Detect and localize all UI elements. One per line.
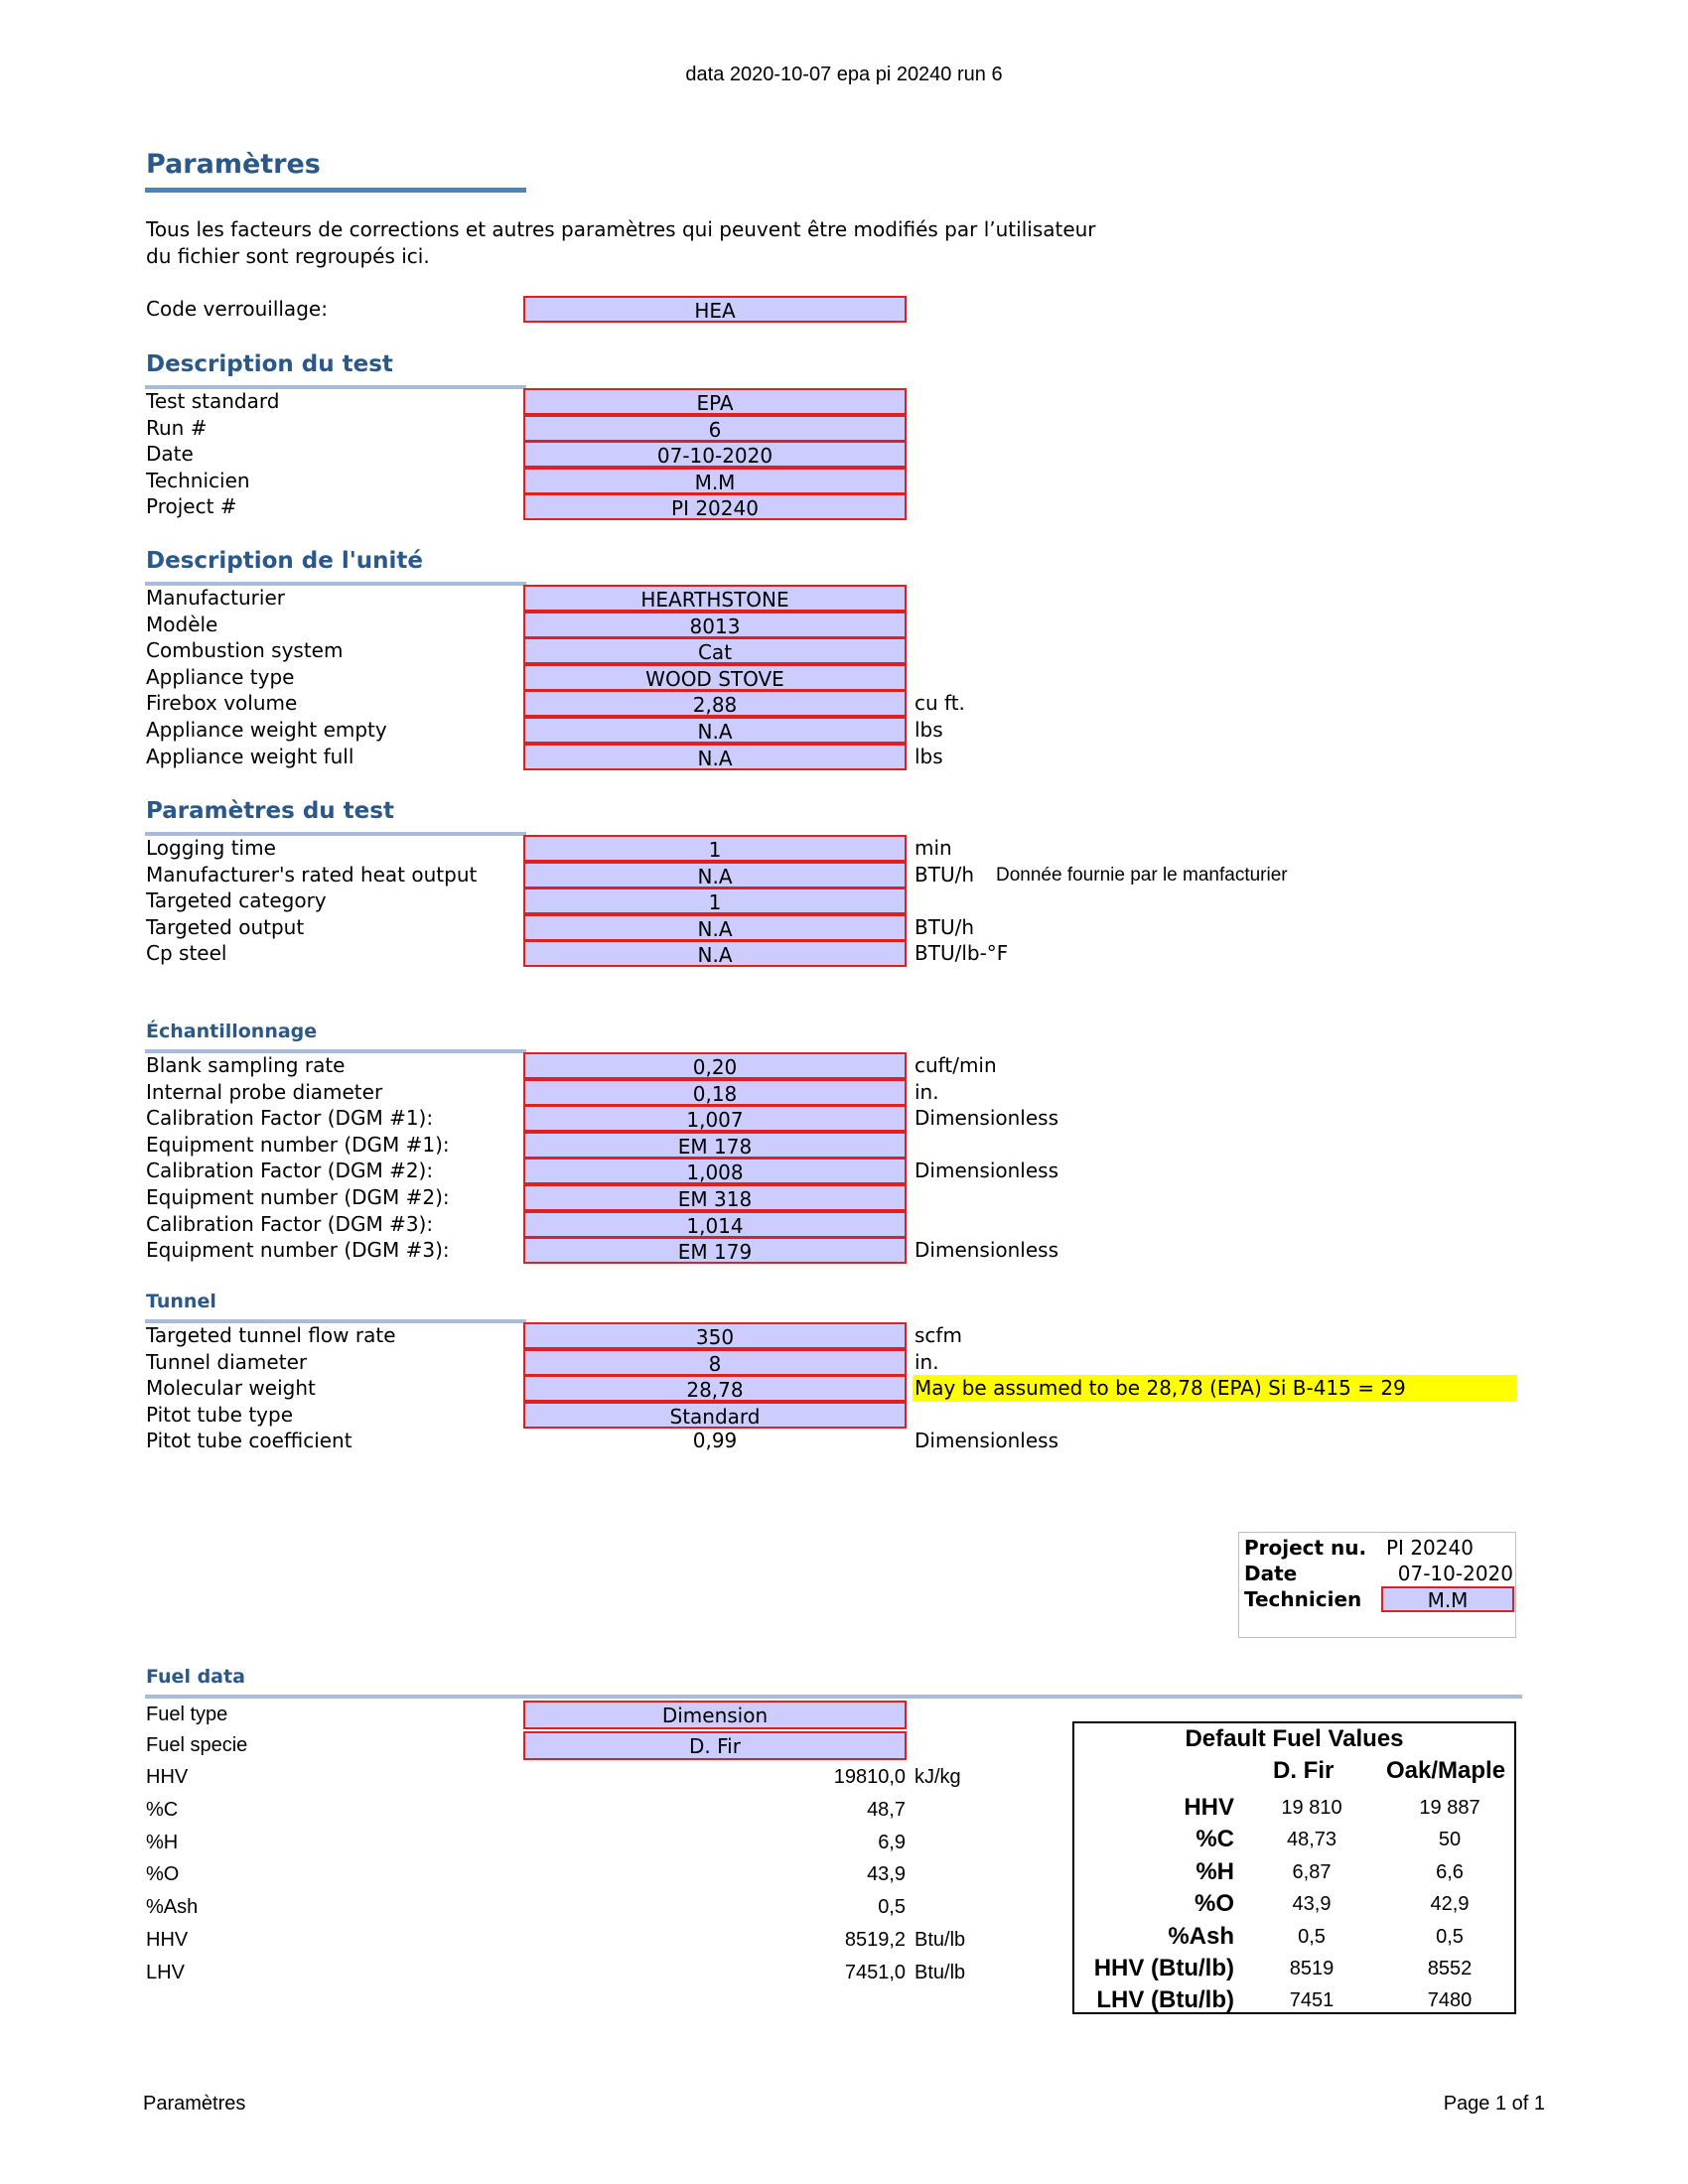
parameter-unit: in.: [914, 1079, 939, 1104]
section-title-sampling: Échantillonnage: [146, 1021, 318, 1042]
parameter-label: Targeted tunnel flow rate: [146, 1323, 396, 1347]
default-fuel-label: HHV (Btu/lb): [1093, 1955, 1234, 1981]
fuel-value: 0,5: [878, 1896, 906, 1919]
parameter-unit: BTU/lb-°F: [914, 941, 1009, 966]
default-fuel-oak-maple-value: 42,9: [1430, 1893, 1470, 1916]
default-fuel-dfir-value: 6,87: [1292, 1860, 1332, 1883]
parameter-value-field[interactable]: Standard: [523, 1402, 907, 1429]
fuel-value-label: %C: [146, 1798, 179, 1821]
parameter-row: [0, 612, 1688, 638]
parameter-value-field[interactable]: N.A: [523, 862, 907, 888]
parameter-label: Combustion system: [146, 638, 344, 663]
default-fuel-row: [1074, 1856, 1514, 1888]
default-fuel-label: %C: [1196, 1826, 1234, 1853]
default-fuel-row: [1074, 1792, 1514, 1824]
fuel-specie-label: Fuel specie: [146, 1734, 248, 1756]
parameter-value-field[interactable]: N.A: [523, 717, 907, 744]
parameter-note: Donnée fournie par le manfacturier: [996, 864, 1288, 886]
parameter-row: [0, 664, 1688, 691]
parameter-value-field[interactable]: 1,014: [523, 1211, 907, 1238]
project-date-row: [1239, 1561, 1517, 1586]
fuel-value: 8519,2: [844, 1929, 906, 1951]
parameter-value-field[interactable]: N.A: [523, 744, 907, 770]
default-fuel-row: [1074, 1888, 1514, 1920]
parameter-value-field[interactable]: 2,88: [523, 690, 907, 717]
parameter-unit: scfm: [914, 1323, 962, 1347]
parameter-row: [0, 1428, 1688, 1454]
parameter-value-field[interactable]: 0,18: [523, 1079, 907, 1106]
parameter-value-field[interactable]: 6: [523, 415, 907, 442]
parameter-row: [0, 1052, 1688, 1079]
parameter-row: [0, 468, 1688, 494]
parameter-row: [0, 1184, 1688, 1211]
footer-sheet-name: Paramètres: [143, 2093, 246, 2115]
default-fuel-oak-maple-value: 8552: [1427, 1958, 1473, 1979]
fuel-type-field[interactable]: Dimension: [523, 1701, 907, 1729]
fuel-value: 19810,0: [833, 1766, 906, 1788]
parameter-unit: lbs: [914, 744, 943, 768]
fuel-value-unit: kJ/kg: [914, 1766, 961, 1788]
parameter-label: Equipment number (DGM #3):: [146, 1238, 450, 1263]
parameter-label: Appliance type: [146, 664, 295, 689]
parameter-row: [0, 1237, 1688, 1264]
parameter-label: Equipment number (DGM #2):: [146, 1185, 450, 1209]
parameter-value-field[interactable]: 8: [523, 1349, 907, 1376]
parameter-row: [0, 1079, 1688, 1106]
default-fuel-dfir-value: 8519: [1289, 1958, 1335, 1979]
parameter-unit: Dimensionless: [914, 1159, 1059, 1183]
parameter-label: Blank sampling rate: [146, 1053, 346, 1077]
parameter-label: Test standard: [146, 389, 280, 413]
parameter-label: Calibration Factor (DGM #3):: [146, 1211, 434, 1236]
column-header-dfir: D. Fir: [1273, 1757, 1335, 1784]
project-number-row: [1239, 1535, 1517, 1561]
parameter-row: [0, 1158, 1688, 1184]
parameter-row: [0, 415, 1688, 442]
parameter-value-field[interactable]: EPA: [523, 388, 907, 415]
lock-row: [0, 296, 1688, 323]
parameter-row: [0, 1349, 1688, 1376]
default-fuel-oak-maple-value: 19 887: [1419, 1797, 1480, 1819]
fuel-value-label: HHV: [146, 1929, 189, 1951]
default-fuel-dfir-value: 48,73: [1286, 1829, 1337, 1851]
parameter-value-field[interactable]: N.A: [523, 914, 907, 941]
document-header: data 2020-10-07 epa pi 20240 run 6: [685, 64, 1003, 85]
fuel-specie-field[interactable]: D. Fir: [523, 1731, 907, 1760]
fuel-value: 43,9: [867, 1863, 906, 1886]
default-fuel-row: [1074, 1921, 1514, 1953]
parameter-label: Manufacturier: [146, 586, 285, 610]
parameter-value-field[interactable]: N.A: [523, 940, 907, 967]
fuel-value-label: %Ash: [146, 1896, 199, 1919]
fuel-value-label: LHV: [146, 1961, 185, 1983]
section-title-unit-description: Description de l'unité: [146, 548, 423, 574]
parameter-row: [0, 493, 1688, 520]
default-fuel-label: %H: [1196, 1857, 1234, 1885]
parameter-label: Date: [146, 442, 194, 467]
fuel-value: 48,7: [867, 1798, 906, 1821]
section-title-fuel-data: Fuel data: [146, 1666, 245, 1688]
parameter-label: Project #: [146, 494, 237, 519]
parameter-label: Internal probe diameter: [146, 1079, 383, 1104]
parameter-value-field[interactable]: M.M: [523, 468, 907, 494]
parameter-label: Logging time: [146, 836, 276, 860]
fuel-type-label: Fuel type: [146, 1704, 228, 1725]
parameter-label: Appliance weight full: [146, 744, 354, 768]
parameter-row: [0, 744, 1688, 770]
parameter-row: [0, 690, 1688, 717]
footer-page-number: Page 1 of 1: [1443, 2093, 1545, 2115]
parameter-unit: BTU/h: [914, 914, 974, 939]
parameter-row: [0, 441, 1688, 468]
default-fuel-dfir-value: 19 810: [1281, 1797, 1342, 1819]
parameter-label: Calibration Factor (DGM #2):: [146, 1159, 434, 1183]
default-fuel-oak-maple-value: 0,5: [1436, 1925, 1464, 1948]
parameter-label: Cp steel: [146, 941, 227, 966]
parameter-label: Tunnel diameter: [146, 1349, 308, 1374]
parameter-label: Pitot tube coefficient: [146, 1429, 352, 1453]
section-title-test-description: Description du test: [146, 351, 393, 377]
default-fuel-label: HHV: [1184, 1794, 1234, 1821]
fuel-value-label: HHV: [146, 1766, 189, 1788]
parameter-unit: BTU/h: [914, 862, 974, 887]
parameter-label: Pitot tube type: [146, 1402, 294, 1427]
default-fuel-dfir-value: 0,5: [1298, 1925, 1326, 1948]
parameter-row: [0, 717, 1688, 744]
fuel-value-label: %H: [146, 1831, 179, 1853]
parameter-row: [0, 585, 1688, 612]
project-technician-label: Technicien: [1244, 1587, 1362, 1611]
parameter-row: [0, 1132, 1688, 1159]
section-title-test-parameters: Paramètres du test: [146, 798, 394, 824]
parameter-value-field[interactable]: EM 178: [523, 1132, 907, 1159]
parameter-unit: Dimensionless: [914, 1238, 1059, 1263]
parameter-row: [0, 1375, 1688, 1402]
fuel-value-label: %O: [146, 1863, 180, 1886]
parameter-value-field[interactable]: Cat: [523, 637, 907, 664]
default-fuel-label: LHV (Btu/lb): [1096, 1986, 1234, 2014]
parameter-row: [0, 835, 1688, 862]
title-underline: [145, 188, 526, 193]
project-date-label: Date: [1244, 1562, 1298, 1585]
parameter-row: [0, 914, 1688, 941]
project-number-label: Project nu.: [1244, 1536, 1367, 1560]
parameter-label: Run #: [146, 415, 208, 440]
parameter-row: [0, 1322, 1688, 1349]
parameter-unit: cu ft.: [914, 691, 965, 716]
parameter-value-field[interactable]: EM 318: [523, 1184, 907, 1211]
parameter-row: [0, 388, 1688, 415]
parameter-row: [0, 940, 1688, 967]
parameter-value-field[interactable]: 1,007: [523, 1105, 907, 1132]
parameter-value-field[interactable]: PI 20240: [523, 493, 907, 520]
parameter-unit: lbs: [914, 718, 943, 742]
parameter-value-field[interactable]: 1: [523, 887, 907, 914]
fuel-value: 6,9: [878, 1831, 906, 1853]
parameter-value-field[interactable]: EM 179: [523, 1237, 907, 1264]
section-title-tunnel: Tunnel: [146, 1291, 216, 1312]
parameter-row: [0, 1105, 1688, 1132]
parameter-value-field[interactable]: 8013: [523, 612, 907, 638]
default-fuel-row: [1074, 1824, 1514, 1855]
default-fuel-row: [1074, 1984, 1514, 2016]
project-number-value: PI 20240: [1386, 1536, 1474, 1560]
default-fuel-label: %O: [1194, 1890, 1234, 1918]
default-fuel-values-title: Default Fuel Values: [1185, 1725, 1404, 1752]
default-fuel-label: %Ash: [1168, 1922, 1234, 1950]
project-info-box: [1238, 1532, 1516, 1638]
parameter-unit: cuft/min: [914, 1053, 997, 1077]
parameter-label: Technicien: [146, 468, 250, 492]
project-technician-row: [1239, 1586, 1517, 1612]
project-date-value: 07-10-2020: [1397, 1562, 1513, 1585]
parameter-label: Molecular weight: [146, 1376, 316, 1401]
molecular-weight-note: May be assumed to be 28,78 (EPA) Si B-415 = 29: [913, 1375, 1516, 1402]
default-fuel-dfir-value: 43,9: [1292, 1893, 1332, 1916]
parameter-value-field[interactable]: WOOD STOVE: [523, 664, 907, 691]
column-header-oak-maple: Oak/Maple: [1386, 1757, 1506, 1784]
default-fuel-dfir-value: 7451: [1289, 1989, 1335, 2012]
parameter-label: Manufacturer's rated heat output: [146, 862, 478, 887]
parameter-label: Modèle: [146, 612, 218, 636]
lock-code-field[interactable]: HEA: [523, 296, 907, 323]
default-fuel-oak-maple-value: 6,6: [1436, 1860, 1464, 1883]
parameter-value-field[interactable]: 1: [523, 835, 907, 862]
parameter-unit: Dimensionless: [914, 1106, 1059, 1131]
default-fuel-oak-maple-value: 50: [1438, 1829, 1462, 1851]
intro-text: Tous les facteurs de corrections et autres paramètres qui peuvent être modifiés par l’utilisateur du fichier sont regroupés ici.: [146, 217, 1096, 268]
parameter-row: [0, 862, 1688, 888]
parameter-value-field[interactable]: 0,20: [523, 1052, 907, 1079]
parameter-value-field[interactable]: HEARTHSTONE: [523, 585, 907, 612]
parameter-unit: in.: [914, 1349, 939, 1374]
parameter-value-field[interactable]: 07-10-2020: [523, 441, 907, 468]
parameter-label: Firebox volume: [146, 691, 298, 716]
parameter-label: Equipment number (DGM #1):: [146, 1132, 450, 1157]
parameter-label: Calibration Factor (DGM #1):: [146, 1106, 434, 1131]
parameter-row: [0, 637, 1688, 664]
default-fuel-oak-maple-value: 7480: [1427, 1989, 1473, 2012]
parameter-row: [0, 887, 1688, 914]
fuel-value-unit: Btu/lb: [914, 1929, 966, 1951]
lock-label: Code verrouillage:: [146, 297, 328, 321]
parameter-unit: min: [914, 836, 952, 860]
project-technician-field[interactable]: M.M: [1381, 1586, 1514, 1612]
parameter-label: Targeted output: [146, 914, 305, 939]
parameter-row: [0, 1211, 1688, 1238]
parameter-row: [0, 1402, 1688, 1429]
default-fuel-values-table: [1072, 1721, 1516, 2014]
parameter-value-field[interactable]: 1,008: [523, 1158, 907, 1184]
fuel-value-unit: Btu/lb: [914, 1961, 966, 1983]
parameter-value-field[interactable]: 28,78: [523, 1375, 907, 1402]
parameter-label: Targeted category: [146, 888, 327, 913]
parameter-value-field[interactable]: 350: [523, 1322, 907, 1349]
page-title: Paramètres: [146, 149, 321, 180]
parameter-label: Appliance weight empty: [146, 718, 387, 742]
fuel-value: 7451,0: [844, 1961, 906, 1983]
parameter-value-field: 0,99: [692, 1429, 738, 1453]
default-fuel-row: [1074, 1953, 1514, 1984]
parameter-unit: Dimensionless: [914, 1429, 1059, 1453]
